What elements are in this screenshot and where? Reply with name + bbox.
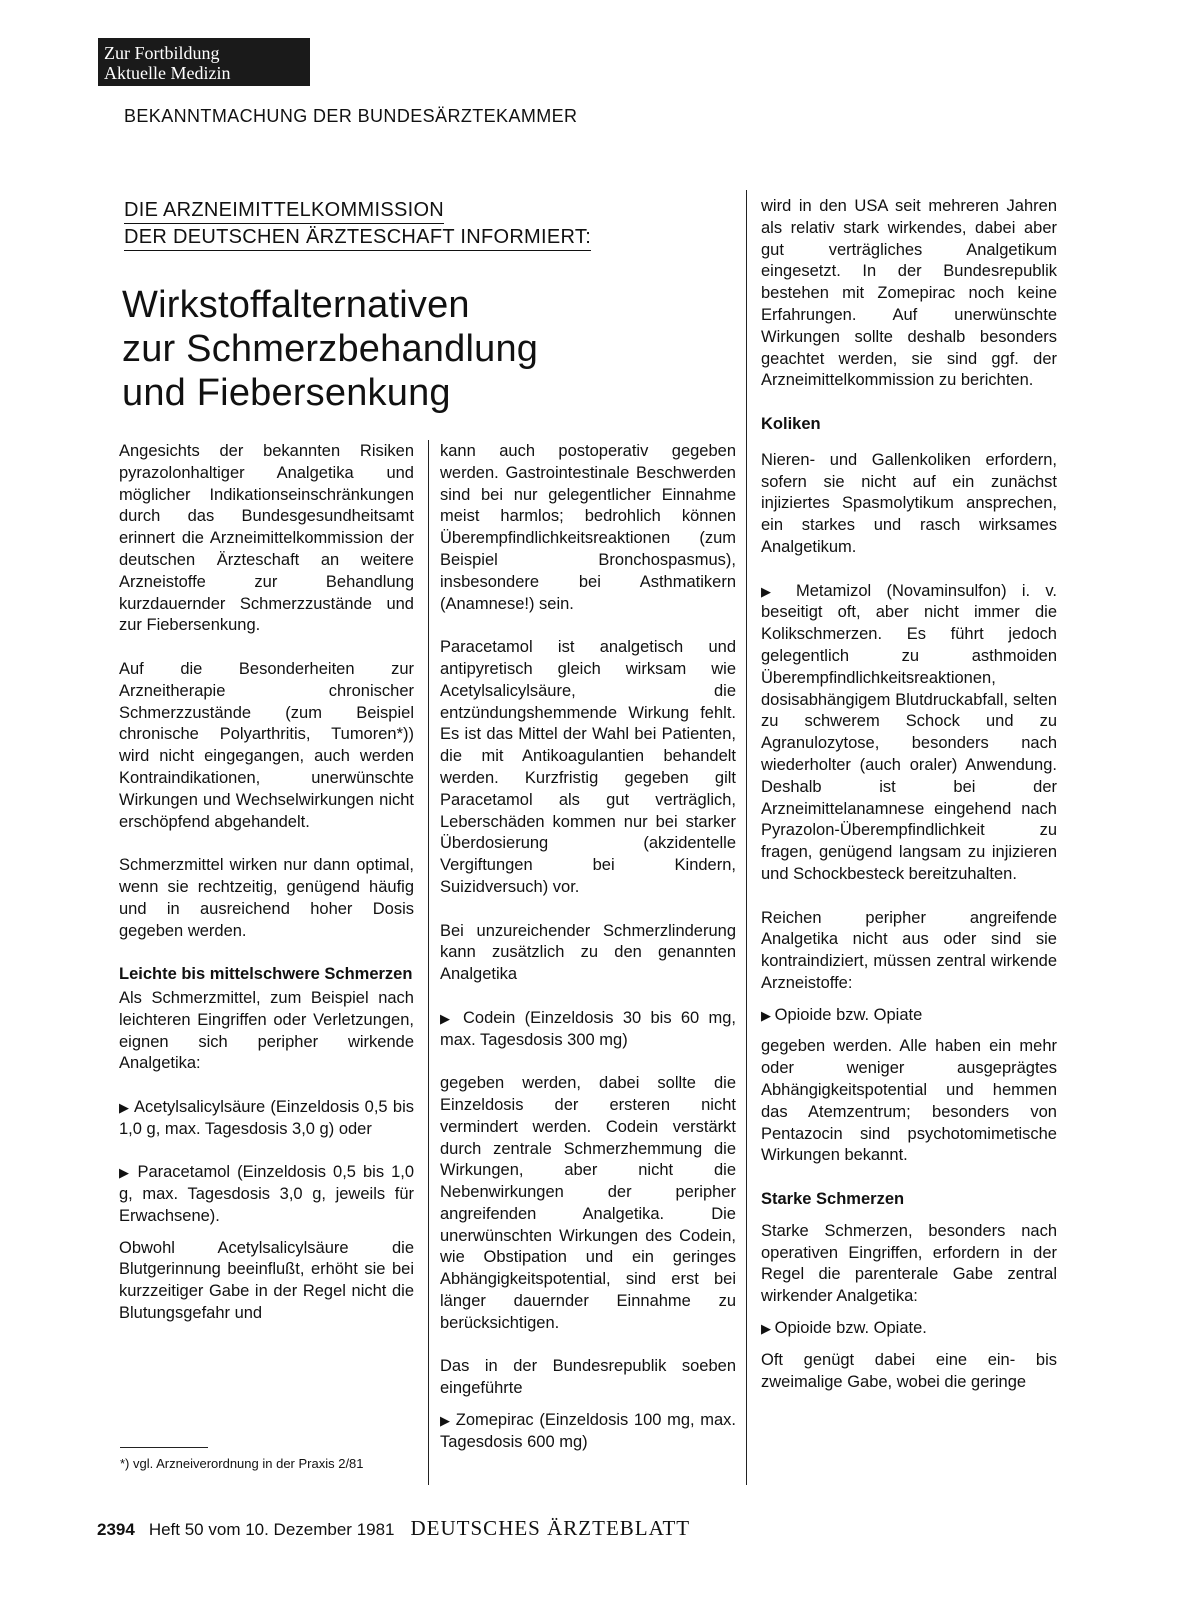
col1-paragraph-2: Auf die Besonderheiten zur Arzneitherapie chronischer Schmerzzustände (zum Beispiel chronische Polyarthritis, Tumoren*)) wird nicht eingegangen, auch werden Kontraindikationen, unerwünschte Wirkungen und Wechselwirkungen nicht erschöpfend abgehandelt. [119, 659, 414, 831]
col3-paragraph-2: Nieren- und Gallenkoliken erfordern, sofern sie nicht auf ein zunächst injiziertes Spasmolytikum ansprechen, ein starkes und rasch wirksames Analgetikum. [761, 450, 1057, 556]
col3-paragraph-5: Starke Schmerzen, besonders nach operativen Eingriffen, erfordern in der Regel die parenterale Gabe zentral wirkender Analgetika: [761, 1221, 1057, 1306]
col2-paragraph-3: Bei unzureichender Schmerzlinderung kann zusätzlich zu den genannten Analgetika [440, 921, 736, 984]
col3-heading-2: Starke Schmerzen [761, 1190, 905, 1209]
column-2 [440, 441, 736, 1475]
page-footer [97, 1516, 690, 1541]
col1-paragraph-1: Angesichts der bekannten Risiken pyrazolonhaltiger Analgetika und möglicher Indikationseinschränkungen durch das Bundesgesundheitsamt erinnert die Arzneimittelkommission der deutschen Ärzteschaft an weitere Arzneistoffe zur Behandlung kurzdauernder Schmerzzustände und zur Fiebersenkung. [119, 442, 414, 635]
col1-bullet-1: ▶ Acetylsalicylsäure (Einzeldosis 0,5 bis 1,0 g, max. Tagesdosis 3,0 g) oder [119, 1097, 414, 1141]
kicker-line-2: DER DEUTSCHEN ÄRZTESCHAFT INFORMIERT: [124, 225, 591, 251]
col3-bullet-1: ▶ Metamizol (Novaminsulfon) i. v. beseitigt oft, aber nicht immer die Kolikschmerzen. Es führt jedoch gelegentlich zu asthmoiden Überempfindlichkeitsreaktionen, dosisabhängigem Blutdruckabfall, selten zu schwerem Schock und zu Agranulozytose, besonders nach wiederholter (auch oraler) Anwendung. Deshalb ist bei der Arzneimittelanamnese eingehend nach Pyrazolon-Überempfindlichkeit zu fragen, genügend langsam zu injizieren und Schockbesteck bereitzuhalten. [761, 581, 1057, 886]
column-1 [119, 441, 414, 1347]
col1-paragraph-4: Als Schmerzmittel, zum Beispiel nach leichteren Eingriffen oder Verletzungen, eignen sich peripher wirkende Analgetika: [119, 988, 414, 1073]
page-number: 2394 [97, 1520, 135, 1539]
kicker-line-1: DIE ARZNEIMITTELKOMMISSION [124, 198, 444, 224]
col2-bullet-1: ▶ Codein (Einzeldosis 30 bis 60 mg, max. Tagesdosis 300 mg) [440, 1008, 736, 1052]
headline-line-2: zur Schmerzbehandlung [122, 328, 539, 370]
col2-paragraph-5: Das in der Bundesrepublik soeben eingeführte [440, 1357, 736, 1398]
col2-paragraph-1: kann auch postoperativ gegeben werden. Gastrointestinale Beschwerden sind bei nur gelegentlicher Einnahme meist harmlos; bedrohlich können Überempfindlichkeitsreaktionen (zum Beispiel Bronchospasmus), insbesondere bei Asthmatikern (Anamnese!) sein. [440, 442, 736, 613]
col3-bullet-3: ▶ Opioide bzw. Opiate. [761, 1318, 1057, 1340]
col3-bullet-2: ▶ Opioide bzw. Opiate [761, 1005, 1057, 1027]
col3-paragraph-4: gegeben werden. Alle haben ein mehr oder weniger ausgeprägtes Abhängigkeitspotential und hemmen das Atemzentrum; besonders von Pentazocin sind psychotomimetische Wirkungen bekannt. [761, 1037, 1057, 1165]
section-tag [98, 38, 310, 86]
col2-paragraph-4: gegeben werden, dabei sollte die Einzeldosis der ersteren nicht vermindert werden. Codein verstärkt durch zentrale Schmerzhemmung die Wirkungen, aber nicht die Nebenwirkungen der peripher angreifenden Analgetika. Die unerwünschten Wirkungen des Codein, wie Obstipation und ein geringes Abhängigkeitspotential, sind erst bei länger dauernder Einnahme zu berücksichtigen. [440, 1074, 736, 1332]
col2-paragraph-2: Paracetamol ist analgetisch und antipyretisch gleich wirksam wie Acetylsalicylsäure, die entzündungshemmende Wirkung fehlt. Es ist das Mittel der Wahl bei Patienten, die mit Antikoagulantien behandelt werden. Kurzfristig gegeben gilt Paracetamol als gut verträglich, Leberschäden kommen nur bei starker Überdosierung (akzidentelle Vergiftungen bei Kindern, Suizidversuch) vor. [440, 638, 736, 896]
column-3 [761, 196, 1057, 1415]
kicker [124, 197, 591, 251]
column-rule-2 [746, 190, 747, 1485]
col2-bullet-2: ▶ Zomepirac (Einzeldosis 100 mg, max. Tagesdosis 600 mg) [440, 1410, 736, 1454]
journal-name: DEUTSCHES ÄRZTEBLATT [410, 1516, 691, 1540]
col1-heading-1: Leichte bis mittelschwere Schmerzen [119, 965, 413, 984]
announcement: BEKANNTMACHUNG DER BUNDESÄRZTEKAMMER [124, 106, 578, 126]
col3-paragraph-6: Oft genügt dabei eine ein- bis zweimalige Gabe, wobei die geringe [761, 1350, 1057, 1391]
col3-paragraph-3: Reichen peripher angreifende Analgetika nicht aus oder sind sie kontraindiziert, müssen zentral wirkende Arzneistoffe: [761, 908, 1057, 992]
headline-line-3: und Fiebersenkung [122, 372, 451, 414]
column-rule-1 [428, 440, 429, 1485]
col3-heading-1: Koliken [761, 414, 821, 433]
footnote: *) vgl. Arzneiverordnung in der Praxis 2/81 [120, 1456, 364, 1471]
col3-paragraph-1: wird in den USA seit mehreren Jahren als relativ stark wirkendes, dabei aber gut verträgliches Analgetikum eingesetzt. In der Bundesrepublik bestehen mit Zomepirac noch keine Erfahrungen. Auf unerwünschte Wirkungen sollte deshalb besonders geachtet werden, sie sind ggf. der Arzneimittelkommission zu berichten. [761, 197, 1057, 390]
col1-bullet-2: ▶ Paracetamol (Einzeldosis 0,5 bis 1,0 g, max. Tagesdosis 3,0 g, jeweils für Erwachsene). [119, 1162, 414, 1227]
headline [122, 283, 538, 415]
col1-paragraph-3: Schmerzmittel wirken nur dann optimal, wenn sie rechtzeitig, genügend häufig und in ausreichend hoher Dosis gegeben werden. [119, 856, 414, 940]
col1-paragraph-5: Obwohl Acetylsalicylsäure die Blutgerinnung beeinflußt, erhöht sie bei kurzzeitiger Gabe in der Regel nicht die Blutungsgefahr und [119, 1238, 414, 1323]
section-tag-line-1: Zur Fortbildung [104, 43, 220, 63]
headline-line-1: Wirkstoffalternativen [122, 284, 470, 326]
footnote-rule [120, 1447, 208, 1448]
section-tag-line-2: Aktuelle Medizin [104, 63, 231, 83]
issue-info: Heft 50 vom 10. Dezember 1981 [148, 1520, 395, 1539]
